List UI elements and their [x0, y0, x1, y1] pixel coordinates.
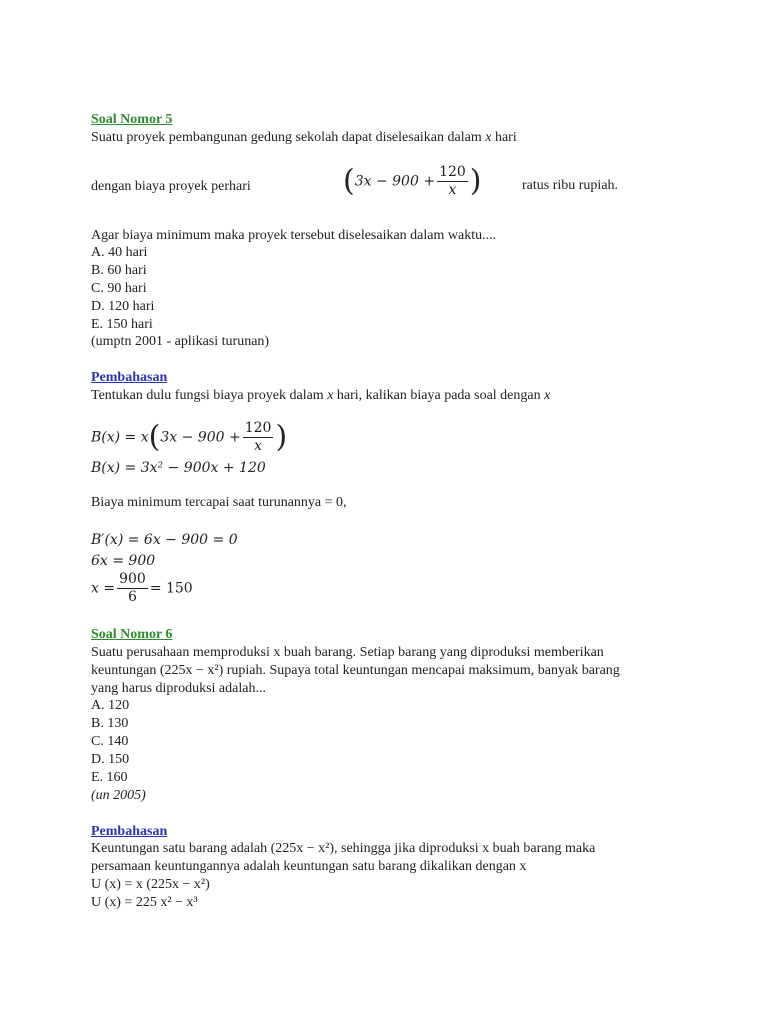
soal-5-option-d: D. 120 hari [91, 299, 155, 314]
derivative-eq3 [91, 571, 193, 606]
soal-5-option-a: A. 40 hari [91, 245, 148, 260]
pembahasan-6-heading[interactable]: Pembahasan [91, 824, 168, 839]
soal-5-question: Agar biaya minimum maka proyek tersebut diselesaikan dalam waktu.... [91, 228, 497, 243]
pembahasan-6-line3: U (x) = x (225x − x²) [91, 877, 210, 892]
soal-5-fraction-num: 120 [439, 164, 466, 180]
soal-6-line2: keuntungan (225x − x²) rupiah. Supaya total keuntungan mencapai maksimum, banyak barang [91, 663, 620, 678]
pembahasan-5-heading[interactable]: Pembahasan [91, 370, 168, 385]
right-paren: ) [469, 163, 482, 199]
soal-6-heading[interactable]: Soal Nomor 6 [91, 627, 173, 642]
pembahasan-6-line1: Keuntungan satu barang adalah (225x − x²), sehingga jika diproduksi x buah barang maka [91, 841, 596, 856]
soal-5-formula-head: 3x − 900 + [354, 173, 436, 190]
soal-5-cost-formula [343, 164, 482, 199]
soal-5-fraction [437, 164, 468, 199]
pembahasan-5-minimum: Biaya minimum tercapai saat turunannya = 0, [91, 495, 347, 510]
pembahasan-6-line2: persamaan keuntungannya adalah keuntungan satu barang dikalikan dengan x [91, 859, 527, 874]
soal-6-line3: yang harus diproduksi adalah... [91, 681, 266, 696]
derivative-eq1: B′(x) = 6x − 900 = 0 [91, 532, 238, 548]
eq1-fraction-num: 120 [244, 420, 272, 436]
derivative-eq2: 6x = 900 [91, 553, 156, 569]
soal-6-option-c: C. 140 [91, 734, 129, 749]
soal-5-heading[interactable]: Soal Nomor 5 [91, 112, 173, 127]
soal-5-line1-text-end: hari [491, 130, 517, 145]
soal-5-option-c: C. 90 hari [91, 281, 147, 296]
soal-5-line2-right: ratus ribu rupiah. [522, 178, 619, 193]
eq1-inner: 3x − 900 + [160, 429, 241, 446]
eq1-right-paren: ) [275, 419, 288, 455]
pembahasan-5-intro-var: x [327, 388, 334, 403]
eq1-fraction [243, 420, 274, 455]
soal-5-fraction-den: x [448, 182, 457, 198]
soal-5-source: (umptn 2001 - aplikasi turunan) [91, 334, 270, 349]
eq1-fraction-den: x [254, 438, 263, 454]
soal-5-option-e: E. 150 hari [91, 317, 153, 332]
d3-head: x = [91, 580, 116, 597]
pembahasan-5-eq1 [91, 420, 287, 455]
pembahasan-5-eq2: B(x) = 3x² − 900x + 120 [91, 460, 266, 476]
soal-6-line1: Suatu perusahaan memproduksi x buah barang. Setiap barang yang diproduksi memberikan [91, 645, 604, 660]
d3-fraction [117, 571, 148, 606]
d3-tail: = 150 [149, 580, 193, 597]
left-paren: ( [343, 163, 355, 199]
pembahasan-5-intro-var2: x [544, 388, 551, 403]
pembahasan-5-intro-a: Tentukan dulu fungsi biaya proyek dalam [91, 388, 328, 403]
soal-5-line1-text: Suatu proyek pembangunan gedung sekolah dapat diselesaikan dalam [91, 130, 486, 145]
soal-6-source: (un 2005) [91, 788, 146, 803]
soal-6-option-b: B. 130 [91, 716, 129, 731]
pembahasan-5-intro [91, 387, 550, 405]
soal-5-line2-left: dengan biaya proyek perhari [91, 179, 251, 194]
pembahasan-6-line4: U (x) = 225 x² − x³ [91, 895, 198, 910]
soal-5-option-b: B. 60 hari [91, 263, 147, 278]
soal-6-option-a: A. 120 [91, 698, 130, 713]
soal-6-option-d: D. 150 [91, 752, 130, 767]
d3-fraction-num: 900 [119, 571, 146, 587]
eq1-left-paren: ( [148, 419, 161, 455]
eq1-head: B(x) = x [91, 429, 149, 446]
soal-5-line1 [91, 129, 517, 147]
d3-fraction-den: 6 [127, 589, 137, 605]
soal-6-option-e: E. 160 [91, 770, 128, 785]
soal-5-line1-var: x [485, 130, 492, 145]
pembahasan-5-intro-b: hari, kalikan biaya pada soal dengan [333, 388, 545, 403]
